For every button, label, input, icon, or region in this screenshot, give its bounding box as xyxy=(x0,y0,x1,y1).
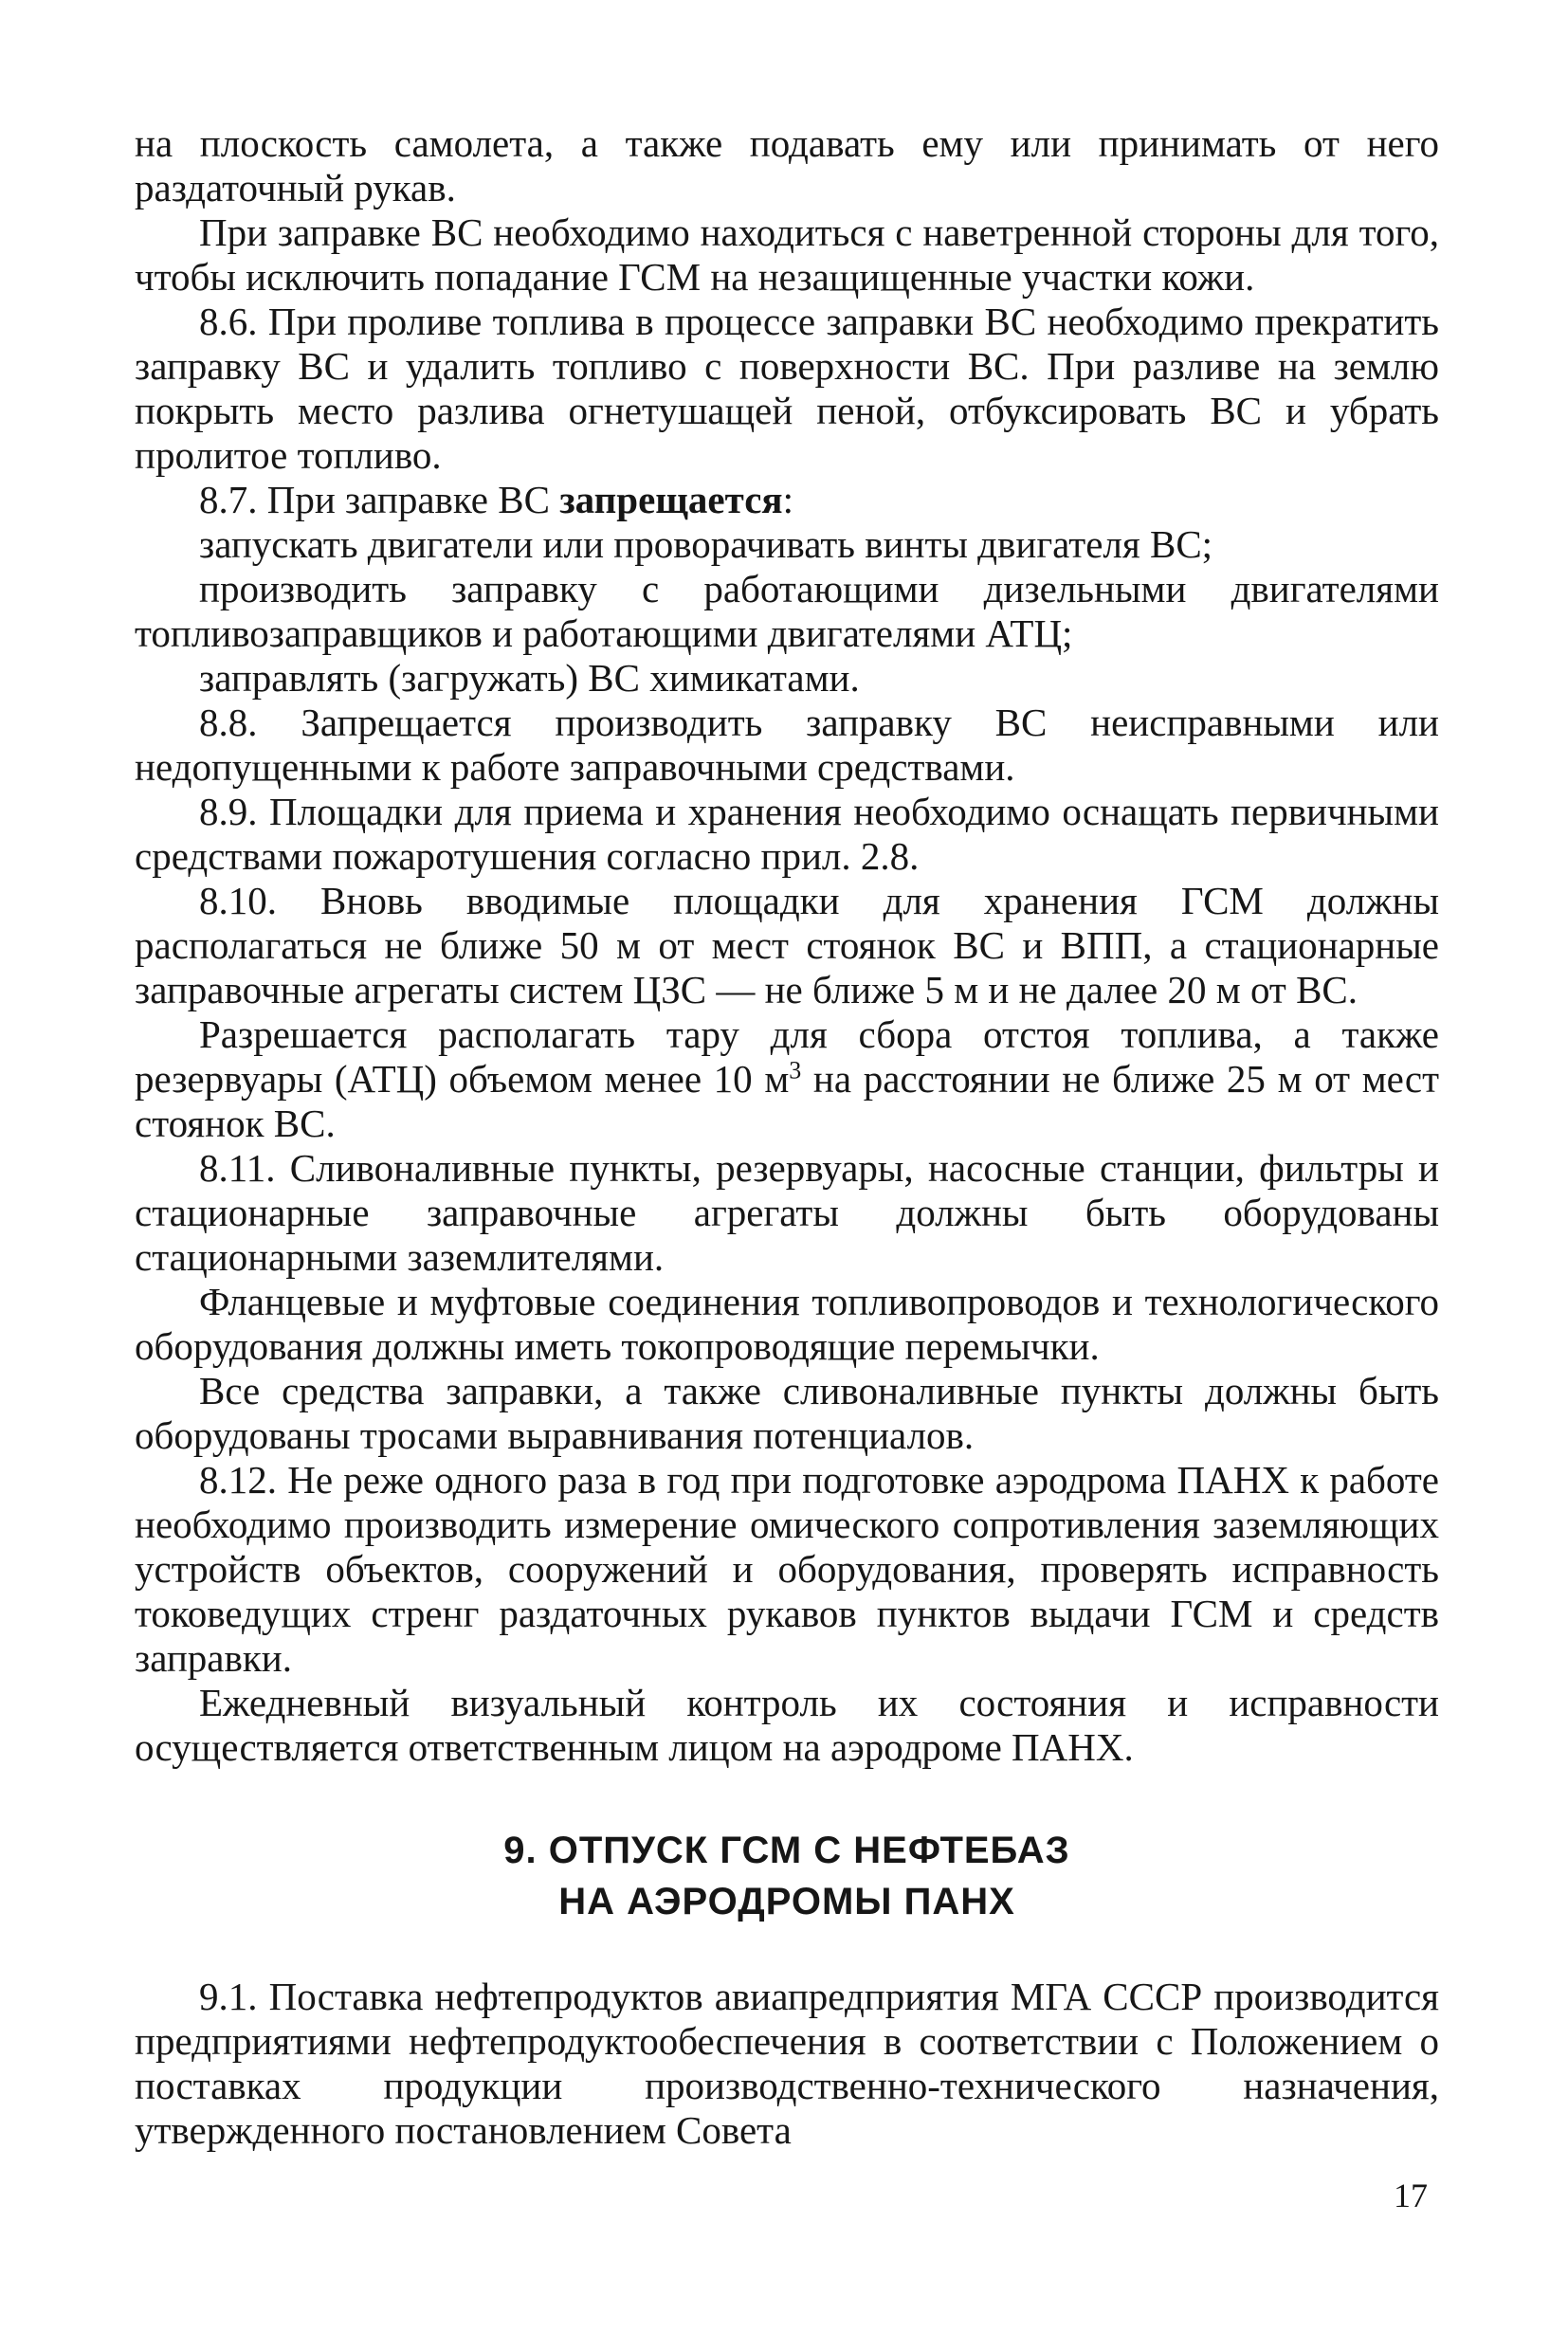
prohibition-item-diesel: производить заправку с работающими дизельными двигателями топливозаправщиков и работающими двигателями АТЦ; xyxy=(135,567,1439,655)
paragraph-8-8: 8.8. Запрещается производить заправку ВС неисправными или недопущенными к работе заправочными средствами. xyxy=(135,701,1439,789)
section-heading-line-1: 9. ОТПУСК ГСМ С НЕФТЕБАЗ xyxy=(503,1830,1070,1871)
paragraph-continuation: на плоскость самолета, а также подавать ему или принимать от него раздаточный рукав. xyxy=(135,121,1439,209)
paragraph-8-11: 8.11. Сливоналивные пункты, резервуары, насосные станции, фильтры и стационарные заправочные агрегаты должны быть оборудованы стационарными заземлителями. xyxy=(135,1146,1439,1279)
paragraph-flanges: Фланцевые и муфтовые соединения топливопроводов и технологического оборудования должны иметь токопроводящие перемычки. xyxy=(135,1280,1439,1368)
section-heading xyxy=(135,1825,1439,1927)
paragraph-refuel-position: При заправке ВС необходимо находиться с наветренной стороны для того, чтобы исключить попадание ГСМ на незащищенные участки кожи. xyxy=(135,210,1439,299)
paragraph-8-7-lead: 8.7. При заправке ВС xyxy=(199,478,560,521)
paragraph-8-7 xyxy=(135,478,1439,522)
section-heading-line-2: НА АЭРОДРОМЫ ПАНХ xyxy=(558,1881,1015,1922)
paragraph-8-10: 8.10. Вновь вводимые площадки для хранения ГСМ должны располагаться не ближе 50 м от мест стоянок ВС и ВПП, а стационарные заправочные агрегаты систем ЦЗС — не ближе 5 м и не далее 20 м от ВС. xyxy=(135,879,1439,1011)
paragraph-tank-placement xyxy=(135,1012,1439,1146)
paragraph-9-1: 9.1. Поставка нефтепродуктов авиапредприятия МГА СССР производится предприятиями нефтепродуктообеспечения в соответствии с Положением о поставках продукции производственно-технического назначения, утвержденного постановлением Совета xyxy=(135,1975,1439,2152)
paragraph-8-7-bold: запрещается xyxy=(559,478,783,521)
paragraph-daily-control: Ежедневный визуальный контроль их состояния и исправности осуществляется ответственным лицом на аэродроме ПАНХ. xyxy=(135,1681,1439,1769)
paragraph-8-6: 8.6. При проливе топлива в процессе заправки ВС необходимо прекратить заправку ВС и удалить топливо с поверхности ВС. При разливе на землю покрыть место разлива огнетушащей пеной, отбуксировать ВС и убрать пролитое топливо. xyxy=(135,300,1439,477)
page-number: 17 xyxy=(1394,2177,1428,2214)
prohibition-item-engines: запускать двигатели или проворачивать винты двигателя ВС; xyxy=(199,522,1213,566)
tank-placement-tail: на расстоянии не ближе 25 м от мест стоянок ВС. xyxy=(135,1057,1439,1145)
paragraph-8-7-colon: : xyxy=(782,478,793,521)
paragraph-8-12: 8.12. Не реже одного раза в год при подготовке аэродрома ПАНХ к работе необходимо производить измерение омического сопротивления заземляющих устройств объектов, сооружений и оборудования, проверять исправность токоведущих стренг раздаточных рукавов пунктов выдачи ГСМ и средств заправки. xyxy=(135,1458,1439,1680)
paragraph-cables: Все средства заправки, а также сливоналивные пункты должны быть оборудованы тросами выравнивания потенциалов. xyxy=(135,1369,1439,1457)
document-page xyxy=(135,121,1439,2153)
tank-placement-superscript: 3 xyxy=(789,1056,802,1084)
paragraph-8-9: 8.9. Площадки для приема и хранения необходимо оснащать первичными средствами пожаротушения согласно прил. 2.8. xyxy=(135,790,1439,878)
prohibition-item-chemicals: заправлять (загружать) ВС химикатами. xyxy=(199,656,860,700)
tank-placement-text: Разрешается располагать тару для сбора отстоя топлива, а также резервуары (АТЦ) объемом менее 10 м xyxy=(135,1012,1439,1101)
